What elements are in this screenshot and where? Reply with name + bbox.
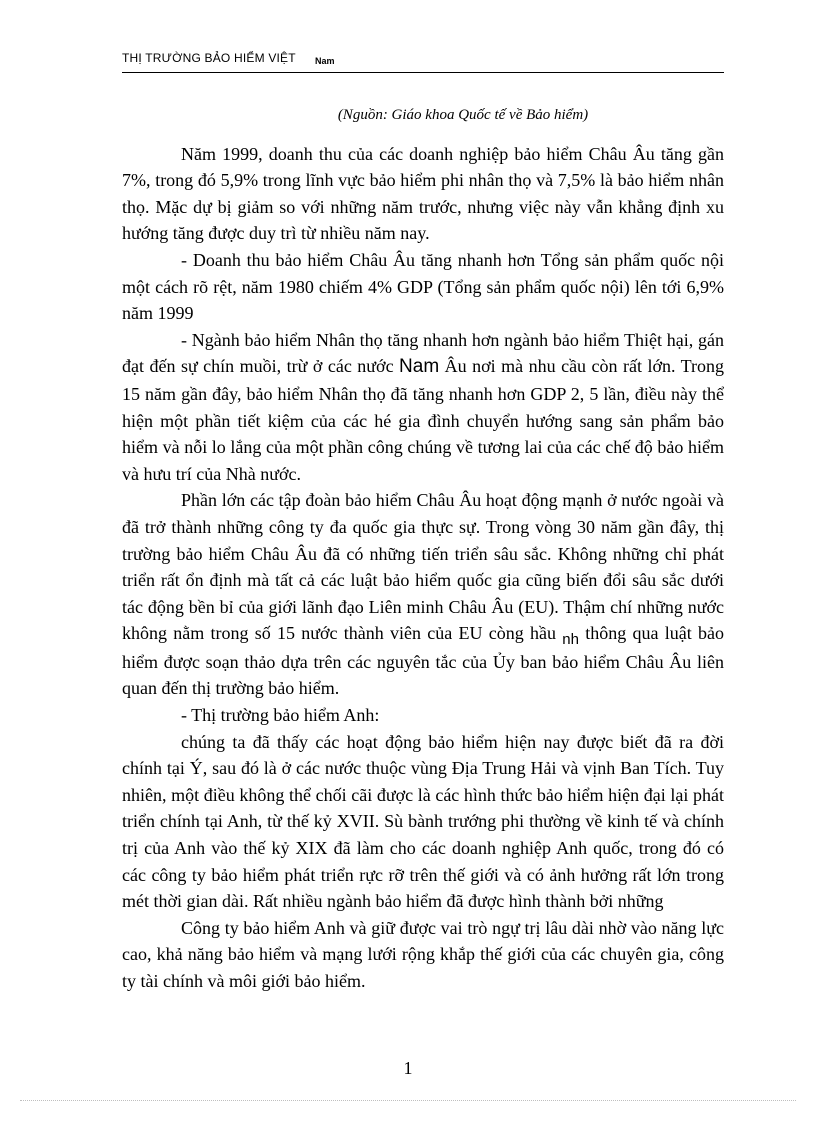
paragraph-3-part-a: - Ngành bảo hiểm Nhân thọ tăng nhanh hơn ngành bảo hiểm Thiệt hại, gán đạt đến sự chín muồi, trừ ở các nước — [122, 329, 724, 377]
source-citation: (Nguồn: Giáo khoa Quốc tế về Bảo hiểm) — [337, 107, 589, 123]
document-body — [122, 102, 724, 995]
paragraph-4-part-a: Phần lớn các tập đoàn bảo hiểm Châu Âu hoạt động mạnh ở nước ngoài và đã trở thành những công ty đa quốc gia thực sự. Trong vòng 30 năm gần đây, thị trường bảo hiểm Châu Âu đã có những tiến triển sâu sắc. Không những chỉ phát triển rất ổn định mà tất cả các luật bảo hiểm quốc gia cũng biến đổi sâu sắc dưới tác động bền bỉ của giới lãnh đạo Liên minh Châu Âu (EU). Thậm chí những nước không nằm trong số 15 nước thành viên của EU còng hầu — [122, 490, 724, 644]
running-header — [122, 46, 724, 73]
paragraph-4-part-c: thông qua luật bảo hiểm được soạn thảo dựa trên các nguyên tắc của Ủy ban bảo hiểm Châu Âu liên quan đến thị trường bảo hiểm. — [122, 623, 724, 699]
paragraph-3 — [122, 327, 724, 488]
paragraph-3-part-c: Âu nơi mà nhu cầu còn rất lớn. Trong 15 năm gần đây, bảo hiểm Nhân thọ đã tăng nhanh hơn GDP 2, 5 lần, điều này thể hiện một phần tiết kiệm của các hé gia đình chuyển hướng sang sản phẩm bảo hiểm và nỗi lo lắng của một phần công chúng về tương lai của các chế độ bảo hiểm và hưu trí của Nhà nước. — [122, 356, 724, 484]
page-number: 1 — [403, 1058, 413, 1078]
header-title: THỊ TRƯỜNG BẢO HIỂM VIỆT — [122, 51, 296, 65]
paragraph-6: chúng ta đã thấy các hoạt động bảo hiểm hiện nay được biết đã ra đời chính tại Ý, sau đó là ở các nước thuộc vùng Địa Trung Hải và vịnh Ban Tích. Tuy nhiên, một điều không thể chối cãi được là các hình thức bảo hiểm hiện đại lại phát triển chính tại Anh, từ thế kỷ XVII. Sù bành trướng phi thường về kinh tế và chính trị của Anh vào thế kỷ XIX đã làm cho các doanh nghiệp Anh quốc, trong đó có các công ty bảo hiểm phát triển rực rỡ trên thế giới và có ảnh hưởng rất lớn trong mét thời gian dài. Rất nhiều ngành bảo hiểm đã được hình thành bởi những — [122, 731, 724, 912]
page-bottom-divider — [20, 1100, 796, 1101]
header-suffix: Nam — [315, 56, 335, 66]
paragraph-1: Năm 1999, doanh thu của các doanh nghiệp bảo hiểm Châu Âu tăng gần 7%, trong đó 5,9% trong lĩnh vực bảo hiểm phi nhân thọ và 7,5% là bảo hiểm nhân thọ. Mặc dự bị giảm so với những năm trước, nhưng việc này vẫn khẳng định xu hướng tăng được duy trì từ nhiều năm nay. — [122, 143, 724, 244]
paragraph-4 — [122, 487, 724, 702]
paragraph-3-part-b: Nam — [399, 356, 440, 378]
paragraph-5: - Thị trường bảo hiểm Anh: — [181, 705, 380, 726]
paragraph-4-part-b: nh — [562, 631, 579, 649]
paragraph-2: - Doanh thu bảo hiểm Châu Âu tăng nhanh hơn Tổng sản phẩm quốc nội một cách rõ rệt, năm 1980 chiếm 4% GDP (Tổng sản phẩm quốc nội) lên tới 6,9% năm 1999 — [122, 249, 724, 324]
paragraph-7: Công ty bảo hiểm Anh và giữ được vai trò ngự trị lâu dài nhờ vào năng lực cao, khả năng bảo hiểm và mạng lưới rộng khắp thế giới của các chuyên gia, công ty tài chính và môi giới bảo hiểm. — [122, 917, 724, 991]
